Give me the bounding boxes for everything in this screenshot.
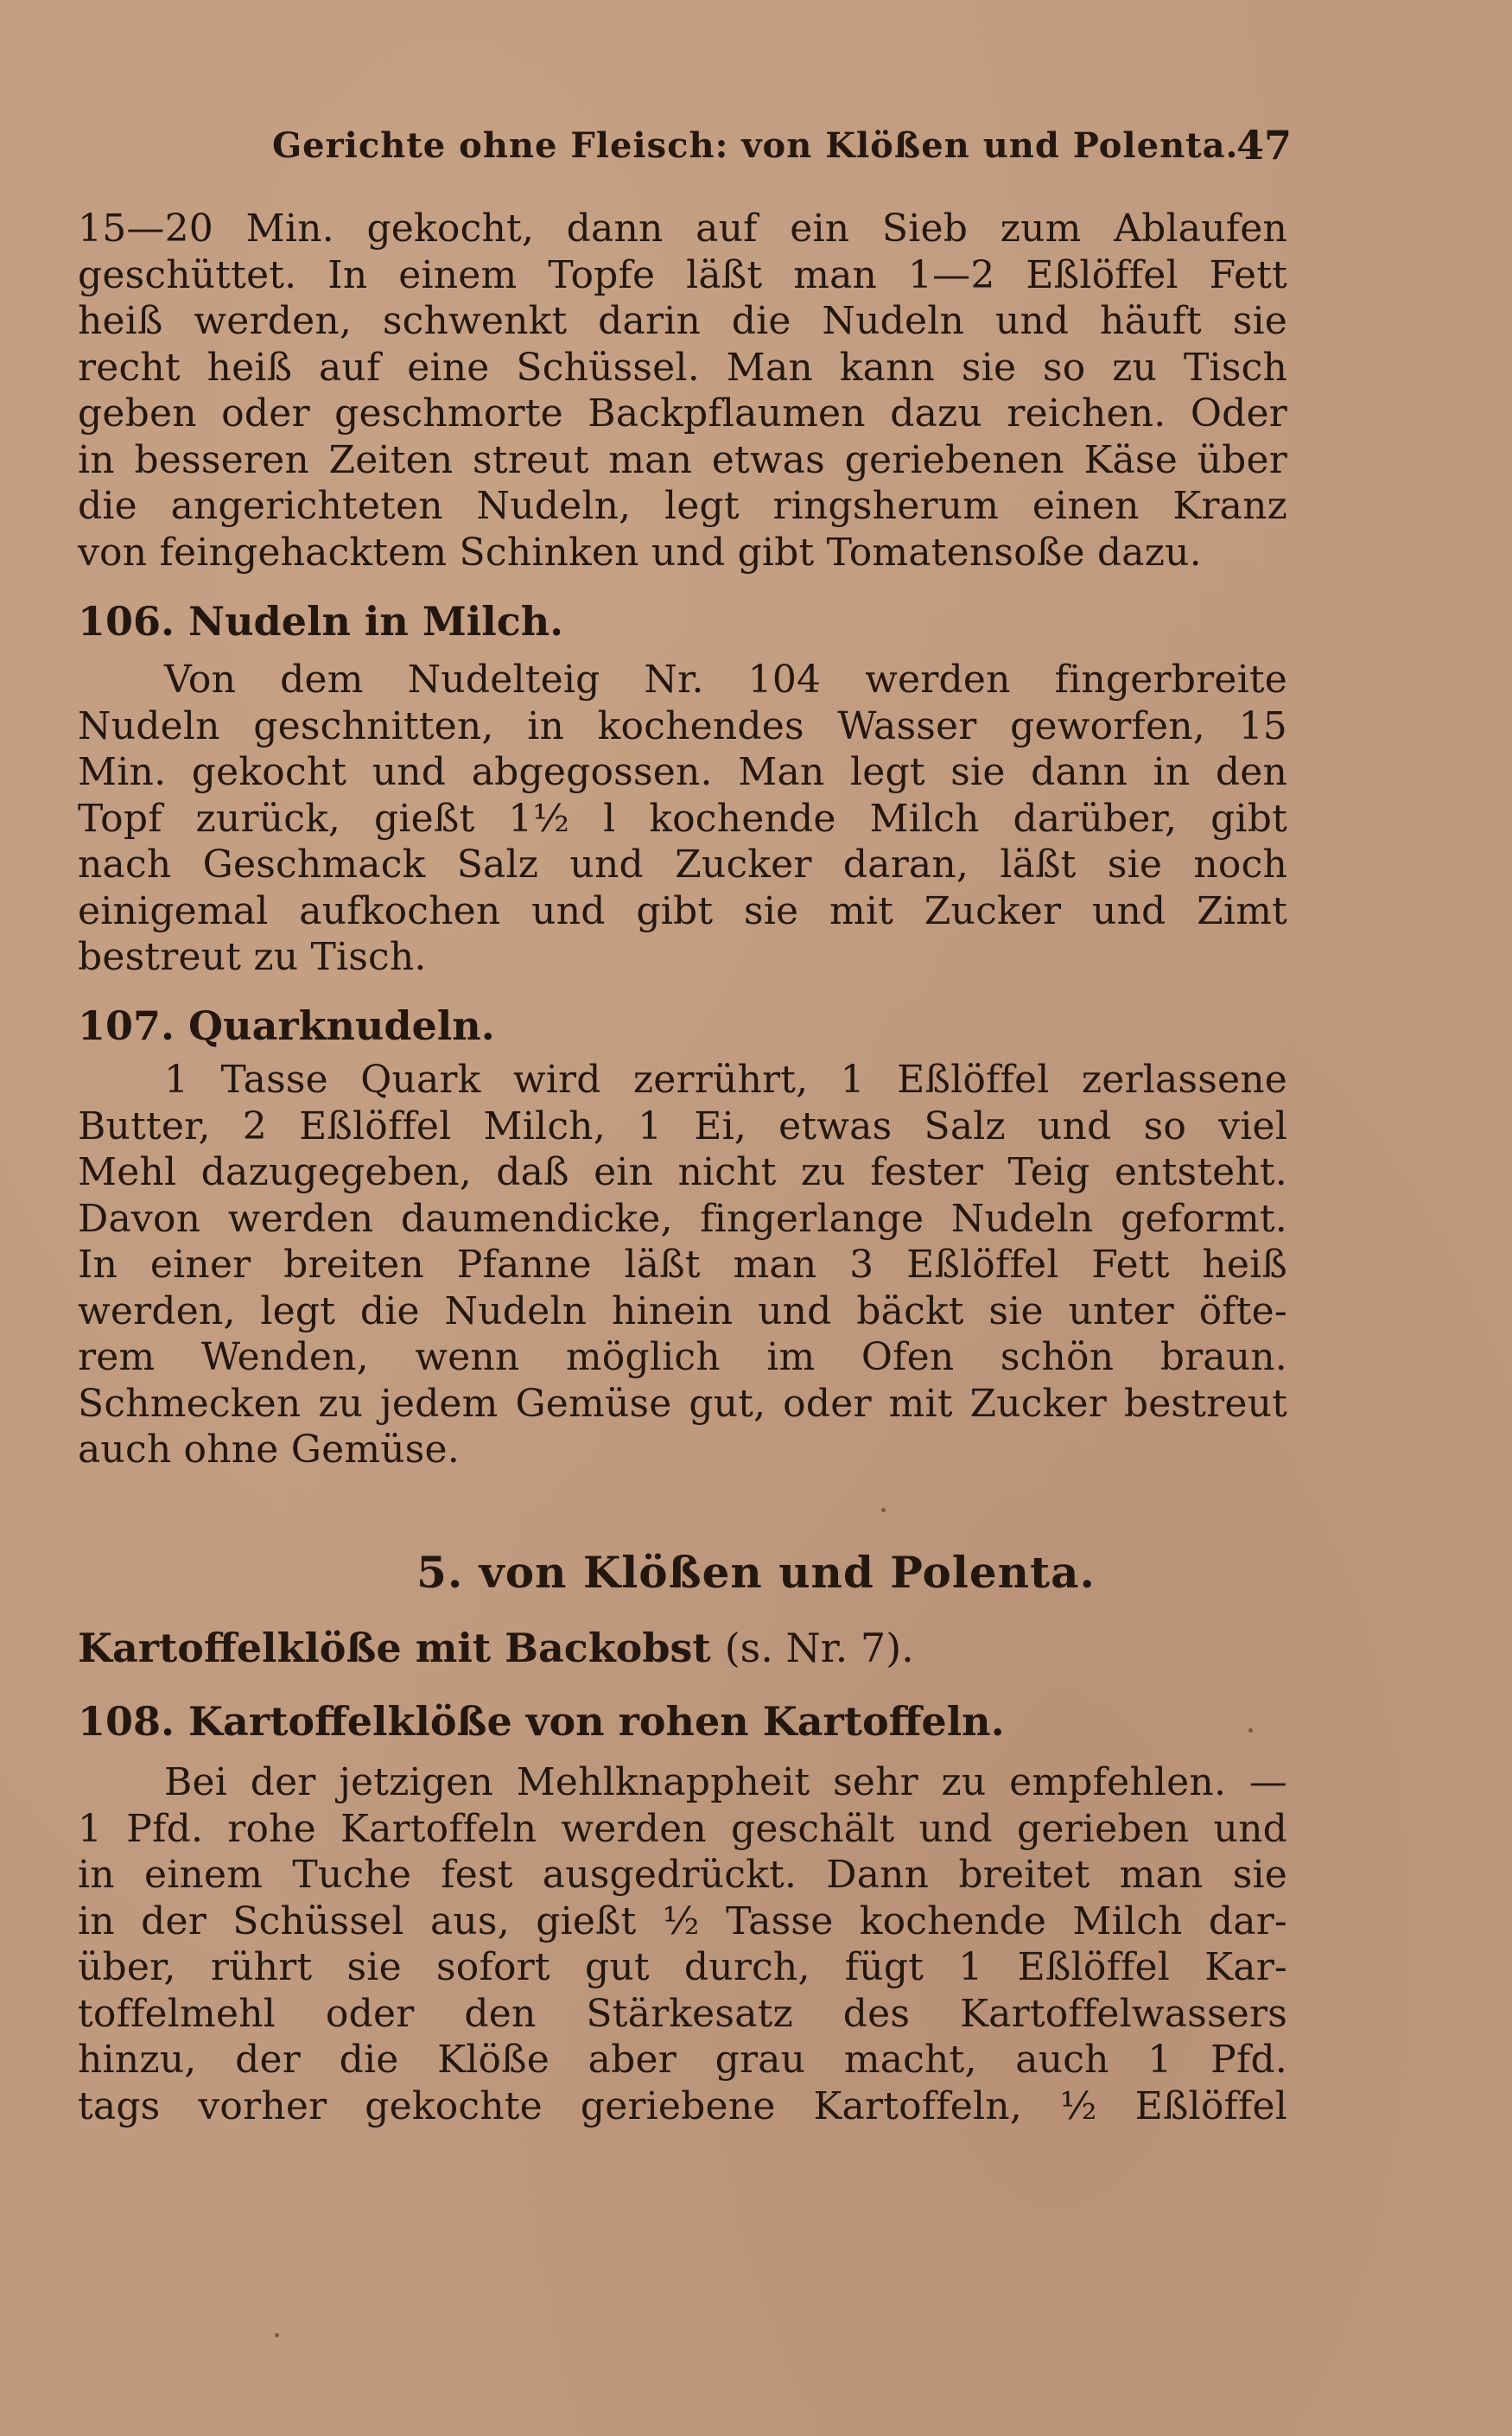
- text-line: hinzu, der die Klöße aber grau macht, auch 1 Pfd.: [78, 2038, 1287, 2082]
- recipe-body-107: [78, 1057, 1287, 1473]
- paper-speck: [881, 1508, 886, 1512]
- text-line: Topf zurück, gießt 1½ l kochende Milch darüber, gibt: [78, 796, 1287, 841]
- text-line: die angerichteten Nudeln, legt ringsherum einen Kranz: [78, 484, 1287, 528]
- text-line: Von dem Nudelteig Nr. 104 werden fingerbreite: [164, 658, 1287, 702]
- text-line: einigemal aufkochen und gibt sie mit Zucker und Zimt: [78, 888, 1287, 933]
- recipe-body-108: [78, 1759, 1287, 2129]
- text-line: Bei der jetzigen Mehlknappheit sehr zu empfehlen. —: [164, 1760, 1287, 1804]
- text-line: in besseren Zeiten streut man etwas geriebenen Käse über: [78, 437, 1287, 482]
- text-line: 1 Tasse Quark wird zerrührt, 1 Eßlöffel zerlassene: [164, 1058, 1287, 1102]
- page-number: 47: [1236, 122, 1292, 169]
- cross-reference-title: Kartoffelklöße mit Backobst: [78, 1625, 711, 1671]
- text-line: Mehl dazugegeben, daß ein nicht zu fester Teig entsteht.: [78, 1150, 1287, 1194]
- recipe-heading-107: 107. Quarknudeln.: [78, 1002, 495, 1049]
- text-line: Davon werden daumendicke, fingerlange Nudeln geformt.: [78, 1196, 1287, 1241]
- paper-speck: [1248, 1728, 1253, 1733]
- recipe-body-106: [78, 657, 1287, 981]
- section-title: 5. von Klößen und Polenta.: [416, 1547, 1096, 1598]
- text-line: rem Wenden, wenn möglich im Ofen schön braun.: [78, 1335, 1287, 1379]
- text-line: tags vorher gekochte geriebene Kartoffeln, ½ Eßlöffel: [78, 2083, 1287, 2128]
- text-line: bestreut zu Tisch.: [78, 935, 427, 979]
- recipe-heading-106: 106. Nudeln in Milch.: [78, 598, 564, 645]
- text-line: Min. gekocht und abgegossen. Man legt sie dann in den: [78, 750, 1287, 794]
- recipe-heading-108: 108. Kartoffelklöße von rohen Kartoffeln.: [78, 1698, 1005, 1745]
- text-line: toffelmehl oder den Stärkesatz des Kartoffelwassers: [78, 1991, 1287, 2036]
- header-title: Gerichte ohne Fleisch: von Klößen und Polenta.: [272, 125, 1239, 166]
- text-line: geben oder geschmorte Backpflaumen dazu reichen. Oder: [78, 391, 1287, 436]
- text-line: Nudeln geschnitten, in kochendes Wasser geworfen, 15: [78, 703, 1287, 748]
- text-line: Butter, 2 Eßlöffel Milch, 1 Ei, etwas Salz und so viel: [78, 1104, 1287, 1148]
- text-line: Schmecken zu jedem Gemüse gut, oder mit Zucker bestreut: [78, 1381, 1287, 1426]
- text-line: In einer breiten Pfanne läßt man 3 Eßlöffel Fett heiß: [78, 1243, 1287, 1287]
- text-line: 1 Pfd. rohe Kartoffeln werden geschält und gerieben und: [78, 1806, 1287, 1851]
- text-line: recht heiß auf eine Schüssel. Man kann sie so zu Tisch: [78, 345, 1287, 390]
- text-line: in der Schüssel aus, gießt ½ Tasse kochende Milch dar-: [78, 1899, 1287, 1943]
- continuation-paragraph: [78, 206, 1287, 576]
- running-header: [78, 122, 1292, 177]
- text-line: nach Geschmack Salz und Zucker daran, läßt sie noch: [78, 843, 1287, 887]
- text-line: heiß werden, schwenkt darin die Nudeln und häuft sie: [78, 299, 1287, 343]
- paper-speck: [275, 2333, 279, 2337]
- text-line: werden, legt die Nudeln hinein und bäckt sie unter öfte-: [78, 1288, 1287, 1333]
- text-line: von feingehacktem Schinken und gibt Tomatensoße dazu.: [78, 530, 1202, 575]
- text-line: auch ohne Gemüse.: [78, 1428, 460, 1472]
- text-line: geschüttet. In einem Topfe läßt man 1—2 Eßlöffel Fett: [78, 252, 1287, 297]
- cross-reference-number: (s. Nr. 7).: [724, 1625, 914, 1671]
- text-line: über, rührt sie sofort gut durch, fügt 1 Eßlöffel Kar-: [78, 1945, 1287, 1989]
- cross-reference-heading: [78, 1625, 914, 1671]
- text-line: 15—20 Min. gekocht, dann auf ein Sieb zum Ablaufen: [78, 207, 1287, 251]
- text-line: in einem Tuche fest ausgedrückt. Dann breitet man sie: [78, 1853, 1287, 1897]
